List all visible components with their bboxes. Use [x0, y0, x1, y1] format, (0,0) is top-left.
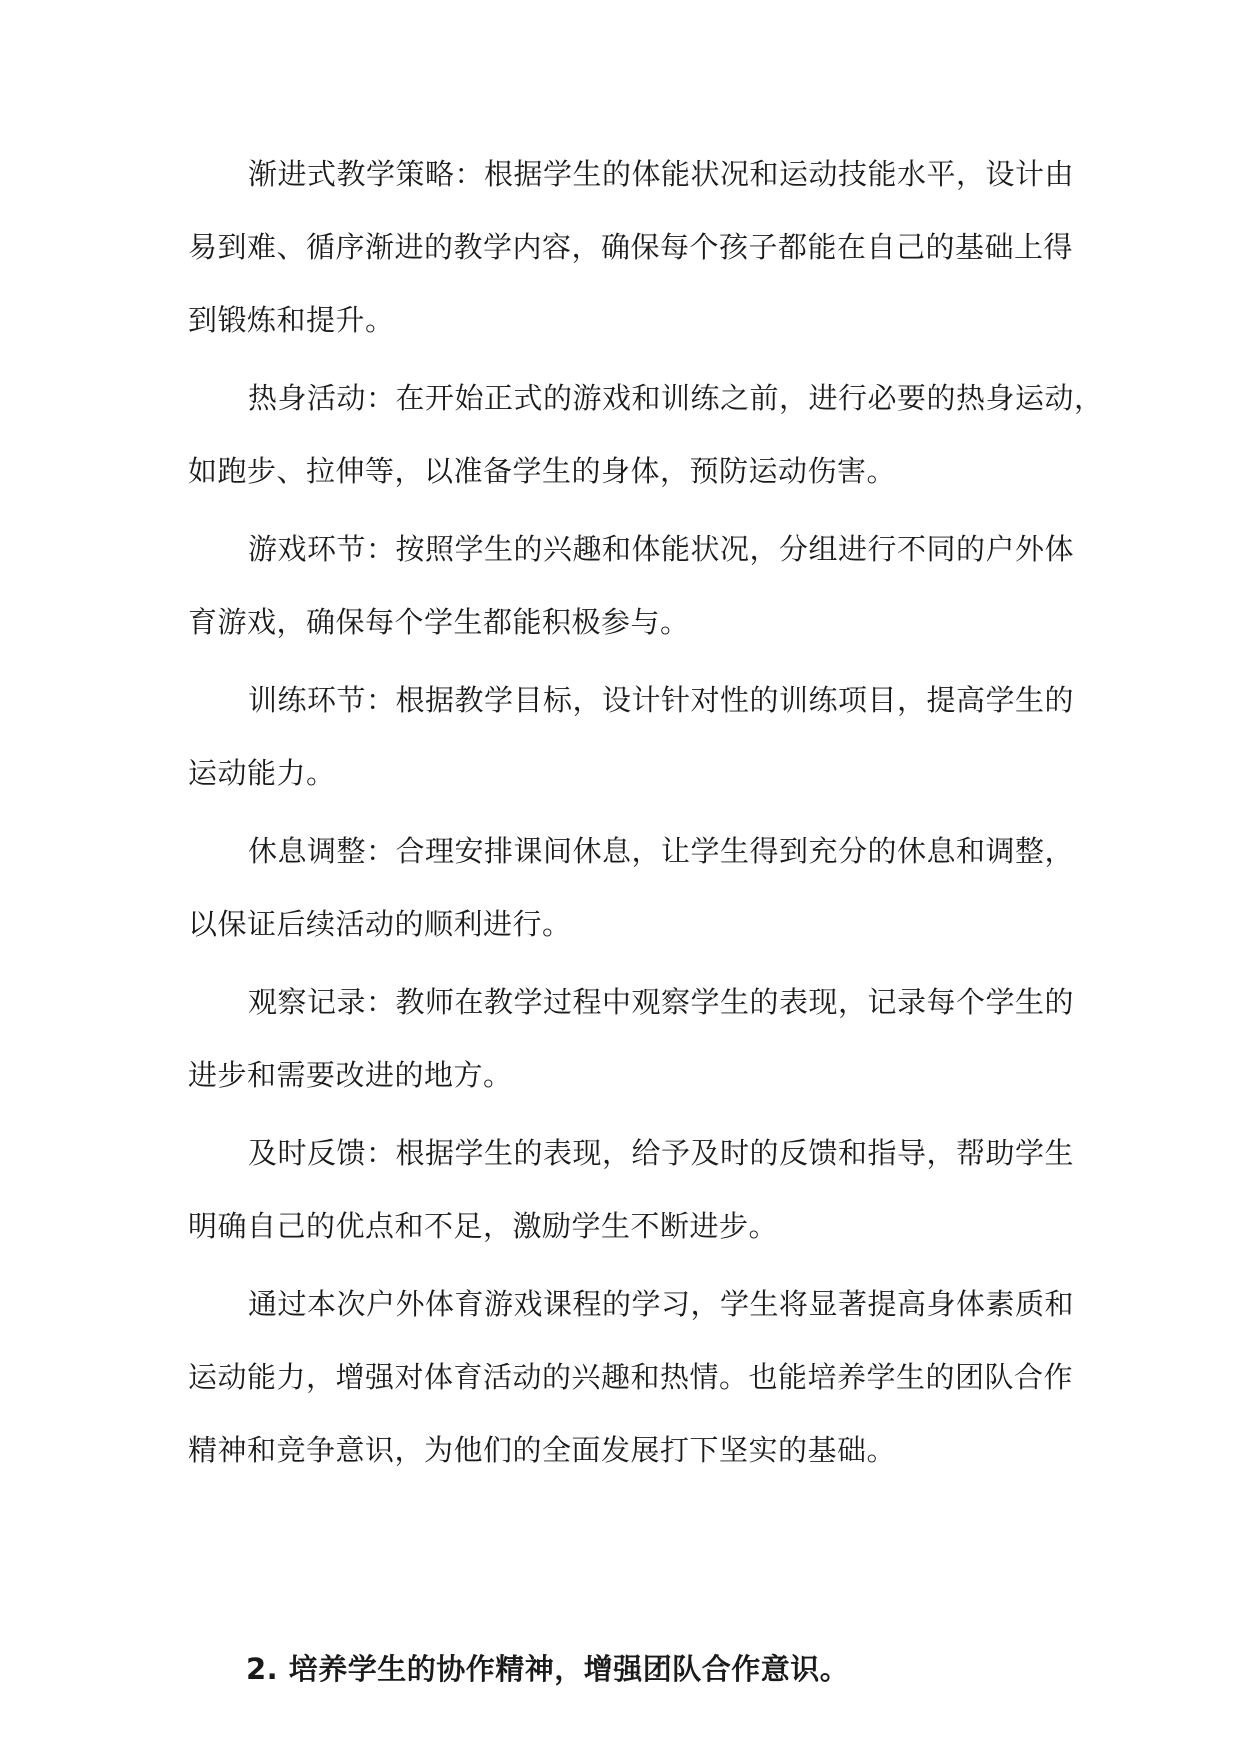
paragraph-line: 到锻炼和提升。	[188, 303, 395, 337]
paragraph-line: 观察记录：教师在教学过程中观察学生的表现，记录每个学生的	[248, 985, 1075, 1019]
paragraph-line: 进步和需要改进的地方。	[188, 1058, 513, 1092]
section-heading: 2. 培养学生的协作精神，增强团队合作意识。	[246, 1652, 850, 1686]
paragraph-line: 运动能力，增强对体育活动的兴趣和热情。也能培养学生的团队合作	[188, 1360, 1074, 1394]
paragraph-line: 游戏环节：按照学生的兴趣和体能状况，分组进行不同的户外体	[248, 532, 1075, 566]
paragraph-line: 训练环节：根据教学目标，设计针对性的训练项目，提高学生的	[248, 683, 1075, 717]
paragraph-line: 及时反馈：根据学生的表现，给予及时的反馈和指导，帮助学生	[248, 1136, 1075, 1170]
paragraph-line: 以保证后续活动的顺利进行。	[188, 907, 572, 941]
paragraph-line: 渐进式教学策略：根据学生的体能状况和运动技能水平，设计由	[248, 157, 1075, 191]
paragraph-line: 精神和竞争意识，为他们的全面发展打下坚实的基础。	[188, 1433, 897, 1467]
paragraph-line: 易到难、循序渐进的教学内容，确保每个孩子都能在自己的基础上得	[188, 230, 1074, 264]
paragraph-line: 热身活动：在开始正式的游戏和训练之前，进行必要的热身运动，	[248, 381, 1104, 415]
paragraph-line: 明确自己的优点和不足，激励学生不断进步。	[188, 1209, 779, 1243]
paragraph-line: 育游戏，确保每个学生都能积极参与。	[188, 605, 690, 639]
paragraph-line: 通过本次户外体育游戏课程的学习，学生将显著提高身体素质和	[248, 1287, 1075, 1321]
paragraph-line: 运动能力。	[188, 756, 336, 790]
paragraph-line: 休息调整：合理安排课间休息，让学生得到充分的休息和调整，	[248, 834, 1075, 868]
paragraph-line: 如跑步、拉伸等，以准备学生的身体，预防运动伤害。	[188, 454, 897, 488]
